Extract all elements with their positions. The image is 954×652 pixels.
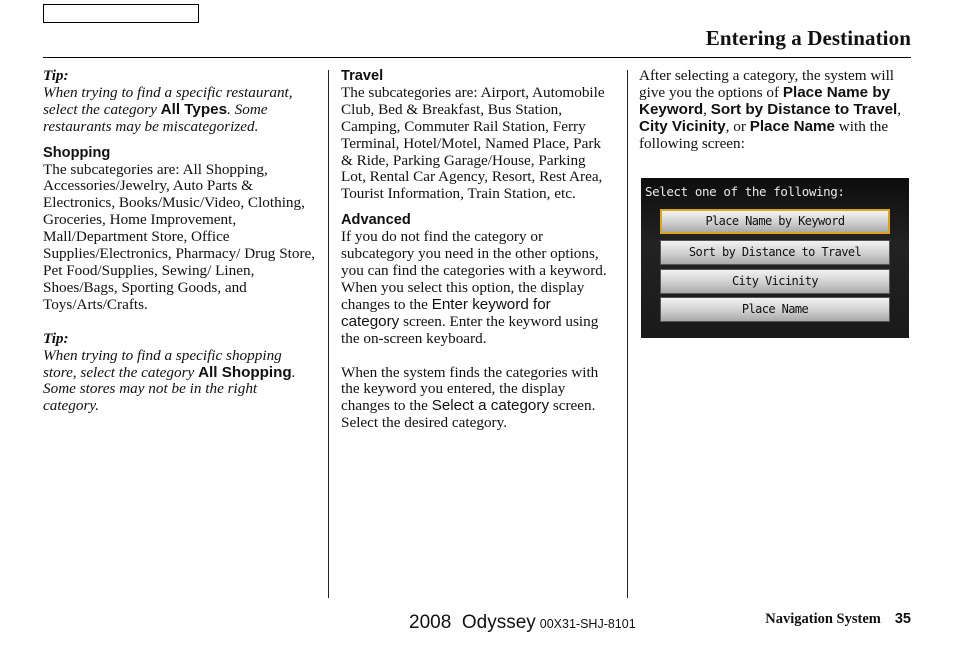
option-sort-by-distance: Sort by Distance to Travel (710, 100, 898, 118)
option-place-name: Place Name (749, 117, 835, 135)
advanced-text-2: When the system finds the categories with the keyword you entered, the display changes to the Select a category screen. Select the desired category. (341, 363, 599, 432)
nav-screen-image (641, 178, 909, 338)
advanced-heading: Advanced (341, 212, 411, 229)
screen-button-city-vicinity[interactable]: City Vicinity (660, 269, 890, 294)
column-divider-1 (328, 70, 329, 598)
category-all-shopping: All Shopping (198, 363, 292, 381)
options-intro: After selecting a category, the system will give you the options of Place Name by Keyword, Sort by Distance to Travel, City Vicinity, or Place Name with the following screen: (639, 67, 902, 152)
travel-text: The subcategories are: Airport, Automobile Club, Bed & Breakfast, Bus Station, Camping, Commuter Rail Station, Ferry Terminal, Hotel/Motel, Named Place, Park & Ride, Parking Garage/House, Parking Lot, Rental Car Agency, Resort, Rest Area, Tourist Information, Train Station, etc. (341, 83, 605, 203)
page-title: Entering a Destination (705, 26, 911, 50)
left-column (43, 68, 317, 415)
screen-title: Select one of the following: (645, 184, 845, 199)
middle-column (341, 68, 613, 432)
option-city-vicinity: City Vicinity (639, 117, 726, 135)
shopping-text: The subcategories are: All Shopping, Accessories/Jewelry, Auto Parts & Electronics, Books/Music/Video, Clothing, Groceries, Home Improvement, Mall/Department Store, Office Supplies/Electronics, Pharmacy/ Drug Store, Pet Food/Supplies, Sewing/ Linen, Shoes/Bags, Sporting Goods, and Toys/Arts/Crafts. (43, 160, 316, 313)
screen-button-place-name-by-keyword[interactable]: Place Name by Keyword (660, 209, 890, 234)
tip-heading: Tip: (43, 329, 69, 347)
column-divider-2 (627, 70, 628, 598)
screen-name-enter-keyword: Enter keyword for category (341, 295, 551, 330)
shopping-heading: Shopping (43, 144, 111, 161)
option-place-name-by-keyword: Place Name by Keyword (639, 83, 891, 118)
tip-shopping: When trying to find a specific shopping store, select the category All Shopping. Some stores may not be in the right category. (43, 346, 296, 415)
footer-model: 2008 Odyssey 00X31-SHJ-8101 (409, 612, 636, 633)
header-box (43, 4, 199, 23)
page-number: 35 (894, 611, 911, 627)
tip-heading: Tip: (43, 67, 69, 84)
category-all-types: All Types (160, 100, 228, 118)
footer-section: Navigation System 35 (765, 611, 911, 627)
screen-button-place-name[interactable]: Place Name (660, 297, 890, 322)
right-column (639, 68, 913, 153)
advanced-text-1: If you do not find the category or subcategory you need in the other options, you can find the categories with a keyword. When you select this option, the display changes to the Enter keyword for category screen. Enter the keyword using the on-screen keyboard. (341, 228, 607, 347)
travel-heading: Travel (341, 68, 384, 84)
footer-code: 00X31-SHJ-8101 (539, 617, 636, 631)
title-divider (43, 57, 911, 58)
screen-button-sort-by-distance[interactable]: Sort by Distance to Travel (660, 240, 890, 265)
tip-restaurant: When trying to find a specific restaurant, select the category All Types. Some restaurants may be miscategorized. (43, 83, 293, 135)
screen-name-select-category: Select a category (431, 397, 550, 415)
